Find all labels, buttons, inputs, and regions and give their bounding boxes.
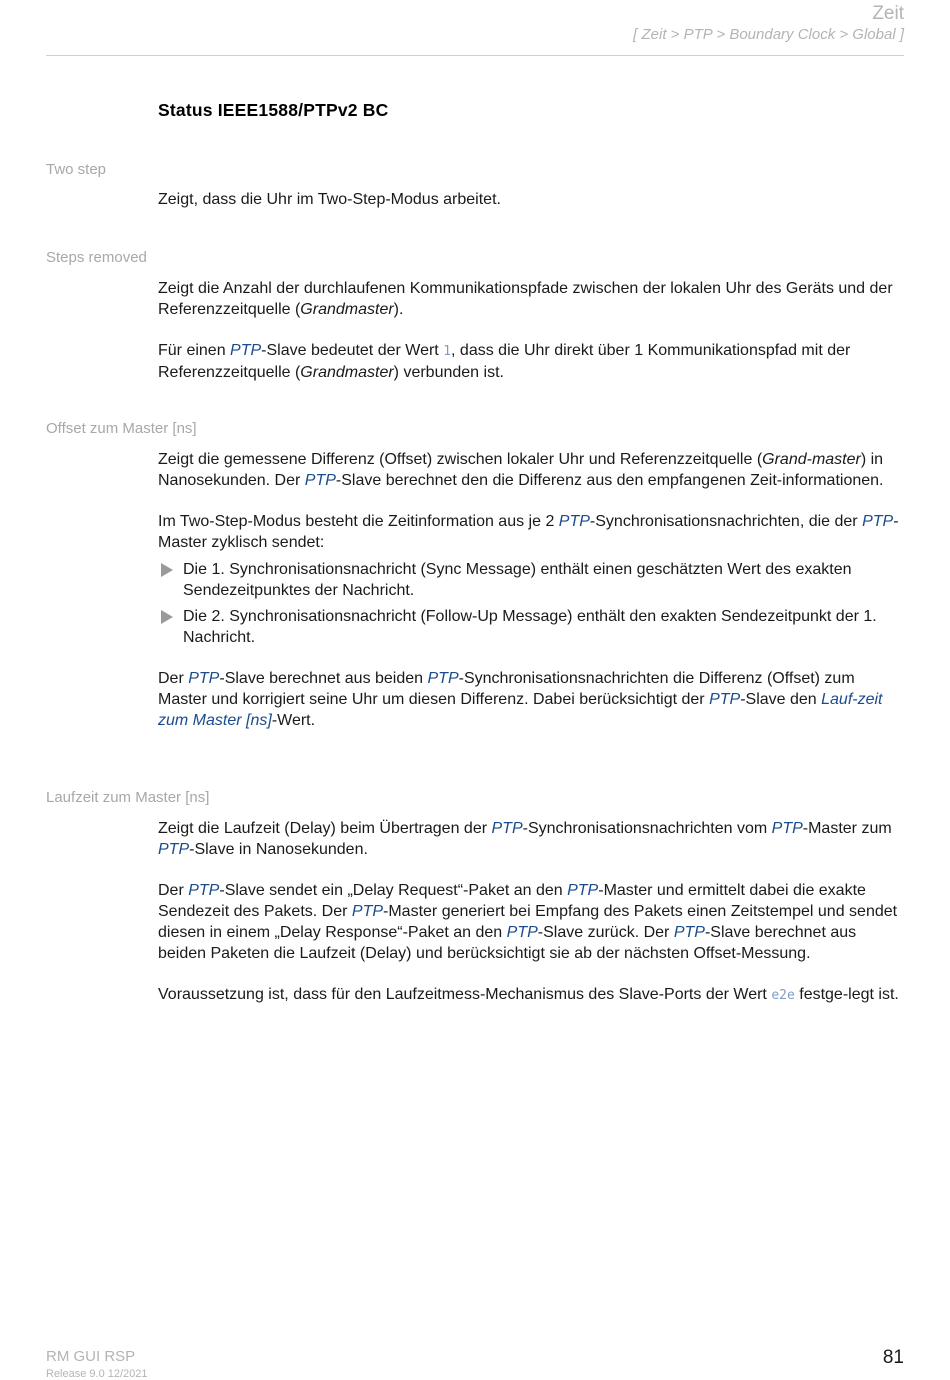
param-desc-offset bbox=[158, 449, 906, 731]
param-label-steps-removed: Steps removed bbox=[46, 249, 147, 266]
paragraph: Für einen PTP-Slave bedeutet der Wert 1, dass die Uhr direkt über 1 Kommunikationspfad mit der Referenzzeitquelle (Grandmaster) verbunden ist. bbox=[158, 342, 851, 381]
ptp-term: PTP bbox=[771, 820, 803, 837]
cross-reference-link[interactable]: Lauf-zeit zum Master [ns] bbox=[158, 691, 883, 729]
list-item: Die 2. Synchronisationsnachricht (Follow-Up Message) enthält den exakten Sendezeitpunkt der 1. Nachricht. bbox=[158, 606, 906, 648]
value-code: 1 bbox=[443, 344, 452, 359]
paragraph: Voraussetzung ist, dass für den Laufzeitmess-Mechanismus des Slave-Ports der Wert e2e festge-legt ist. bbox=[158, 986, 899, 1003]
header-divider bbox=[46, 55, 904, 56]
param-label-two-step: Two step bbox=[46, 161, 107, 178]
ptp-term: PTP bbox=[567, 882, 599, 899]
ptp-term: PTP bbox=[491, 820, 523, 837]
page-number: 81 bbox=[882, 1347, 904, 1368]
paragraph: Zeigt die gemessene Differenz (Offset) zwischen lokaler Uhr und Referenzzeitquelle (Grand-master) in Nanosekunden. Der PTP-Slave berechnet den die Differenz aus den empfangenen Zeit-informationen. bbox=[158, 451, 884, 489]
ptp-term: PTP bbox=[673, 924, 705, 941]
bullet-triangle-icon bbox=[161, 563, 173, 577]
ptp-term: PTP bbox=[188, 882, 220, 899]
paragraph: Zeigt die Anzahl der durchlaufenen Kommunikationspfade zwischen der lokalen Uhr des Geräts und der Referenzzeitquelle (Grandmaster). bbox=[158, 280, 893, 318]
bullet-triangle-icon bbox=[161, 610, 173, 624]
ptp-term: PTP bbox=[506, 924, 538, 941]
footer-document-name: RM GUI RSP bbox=[46, 1348, 136, 1365]
ptp-term: PTP bbox=[230, 342, 262, 359]
breadcrumb: [ Zeit > PTP > Boundary Clock > Global ] bbox=[633, 26, 904, 43]
ptp-term: PTP bbox=[304, 472, 336, 489]
ptp-term: PTP bbox=[188, 670, 220, 687]
footer-release: Release 9.0 12/2021 bbox=[46, 1368, 148, 1380]
section-heading: Status IEEE1588/PTPv2 BC bbox=[158, 100, 389, 120]
param-label-delay: Laufzeit zum Master [ns] bbox=[46, 789, 210, 806]
param-label-offset: Offset zum Master [ns] bbox=[46, 420, 197, 437]
paragraph: Im Two-Step-Modus besteht die Zeitinformation aus je 2 PTP-Synchronisationsnachrichten, die der PTP-Master zyklisch sendet: bbox=[158, 513, 899, 551]
ptp-term: PTP bbox=[558, 513, 590, 530]
param-desc-steps-removed bbox=[158, 278, 906, 383]
paragraph: Zeigt die Laufzeit (Delay) beim Übertragen der PTP-Synchronisationsnachrichten vom PTP-Master zum PTP-Slave in Nanosekunden. bbox=[158, 820, 892, 858]
paragraph: Der PTP-Slave berechnet aus beiden PTP-Synchronisationsnachrichten die Differenz (Offset) zum Master und korrigiert seine Uhr um diesen Differenz. Dabei berücksichtigt der PTP-Slave den Lauf-zeit zum Master [ns]-Wert. bbox=[158, 670, 883, 729]
ptp-term: PTP bbox=[862, 513, 894, 530]
chapter-title: Zeit bbox=[872, 3, 904, 24]
paragraph: Zeigt, dass die Uhr im Two-Step-Modus arbeitet. bbox=[158, 191, 501, 208]
param-desc-delay bbox=[158, 818, 906, 1006]
list-item: Die 1. Synchronisationsnachricht (Sync Message) enthält einen geschätzten Wert des exakten Sendezeitpunktes der Nachricht. bbox=[158, 559, 906, 601]
ptp-term: PTP bbox=[351, 903, 384, 920]
param-desc-two-step bbox=[158, 189, 906, 210]
ptp-term: PTP bbox=[709, 691, 741, 708]
paragraph: Der PTP-Slave sendet ein „Delay Request“-Paket an den PTP-Master und ermittelt dabei die exakte Sendezeit des Pakets. Der PTP-Master generiert bei Empfang des Pakets einen Zeitstempel und sendet diesen in einem „Delay Response“-Paket an den PTP-Slave zurück. Der PTP-Slave berechnet aus beiden Paketen die Laufzeit (Delay) und berücksichtigt sie ab der nächsten Offset-Messung. bbox=[158, 882, 898, 962]
value-code: e2e bbox=[771, 988, 795, 1003]
ptp-term: PTP bbox=[427, 670, 459, 687]
ptp-term: PTP bbox=[158, 841, 190, 858]
bullet-list bbox=[158, 559, 906, 648]
